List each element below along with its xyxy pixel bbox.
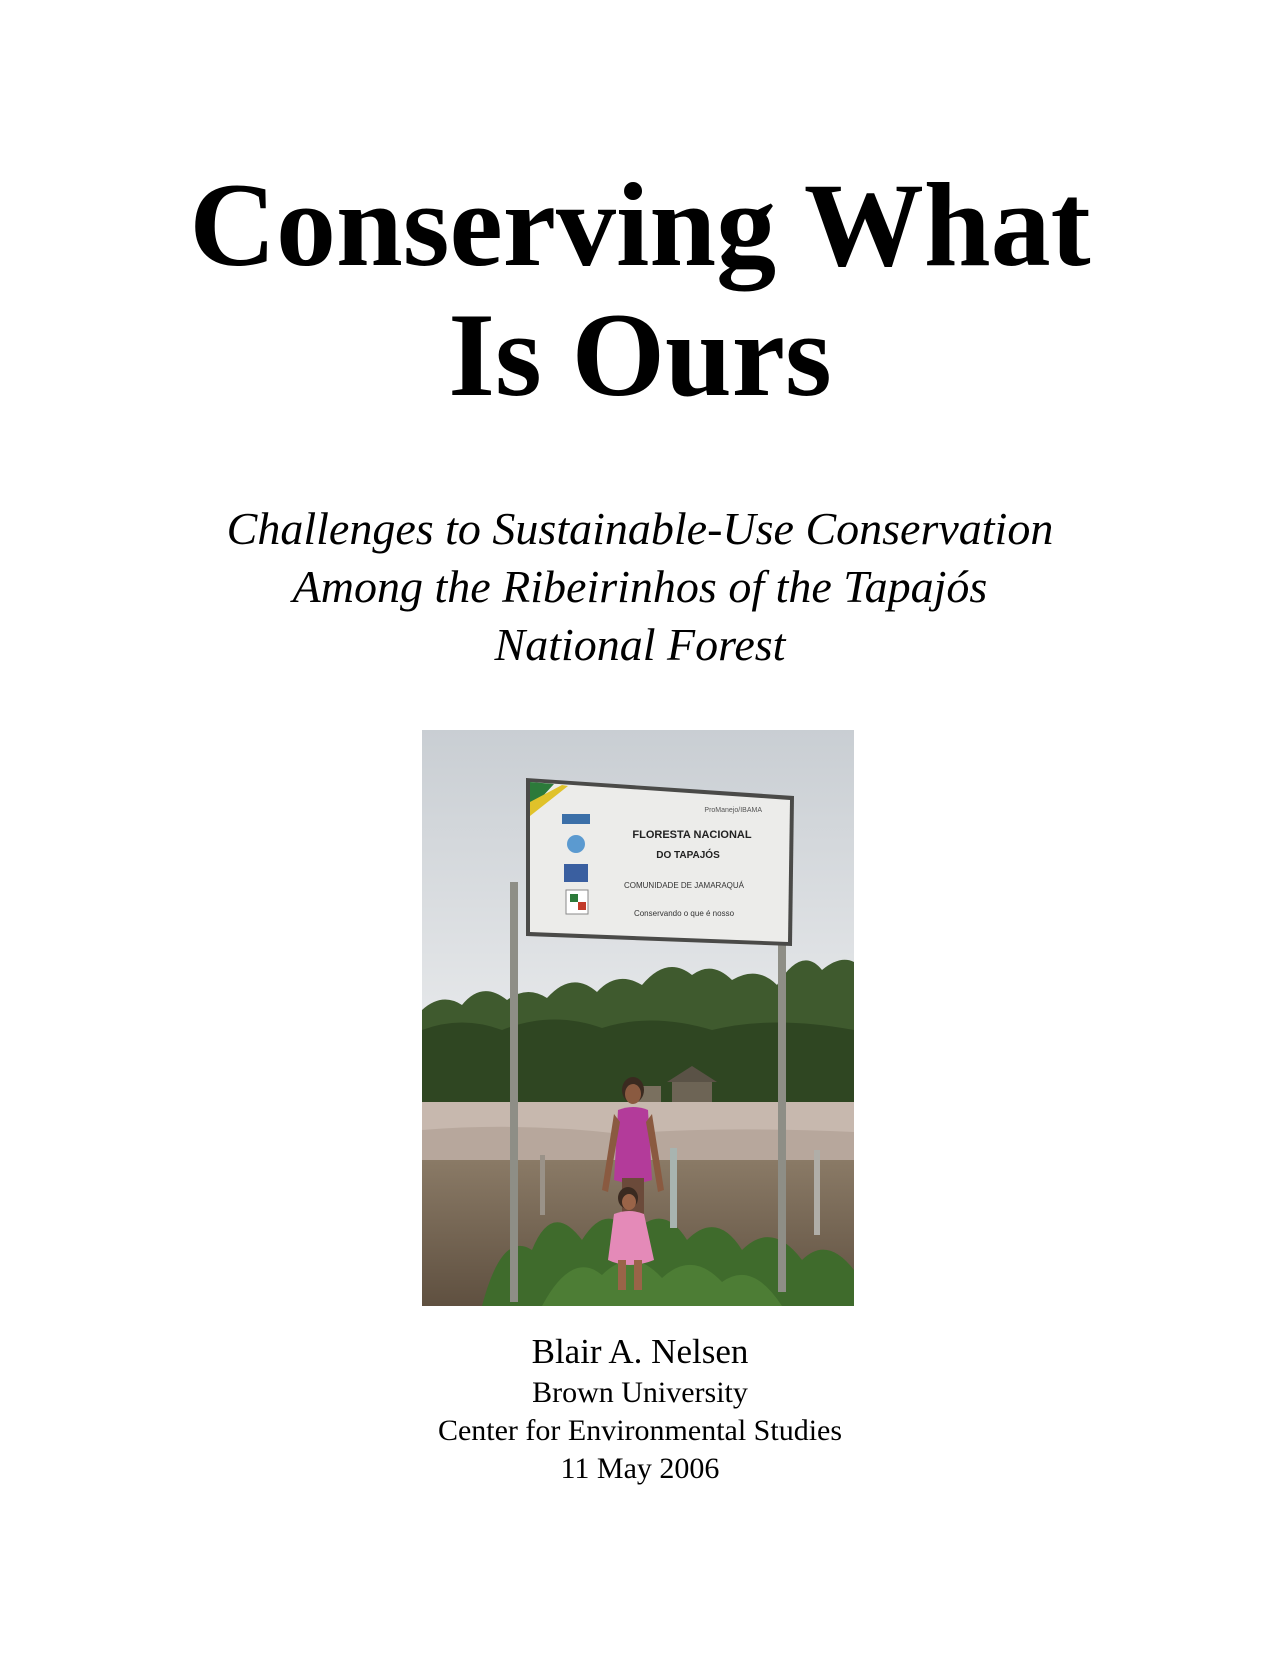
document-title (0, 160, 1280, 420)
title-line-2: Is Ours (448, 288, 832, 421)
publication-date: 11 May 2006 (560, 1452, 720, 1485)
sign-line-2: DO TAPAJÓS (656, 850, 720, 861)
sign-line-4: Conservando o que é nosso (633, 909, 735, 918)
author-block (0, 1330, 1280, 1488)
author-name: Blair A. Nelsen (531, 1332, 749, 1371)
subtitle-line-1: Challenges to Sustainable-Use Conservation (226, 503, 1054, 554)
sign-line-1: FLORESTA NACIONAL (632, 829, 752, 841)
subtitle-line-3: National Forest (494, 619, 786, 670)
document-subtitle (0, 500, 1280, 674)
cover-photo (422, 730, 854, 1306)
department: Center for Environmental Studies (437, 1414, 843, 1447)
sign-line-3: COMUNIDADE DE JAMARAQUÁ (623, 881, 745, 890)
title-line-1: Conserving What (189, 158, 1091, 291)
sign-top-small: ProManejo/IBAMA (704, 807, 762, 814)
institution: Brown University (532, 1376, 748, 1409)
subtitle-line-2: Among the Ribeirinhos of the Tapajós (292, 561, 988, 612)
